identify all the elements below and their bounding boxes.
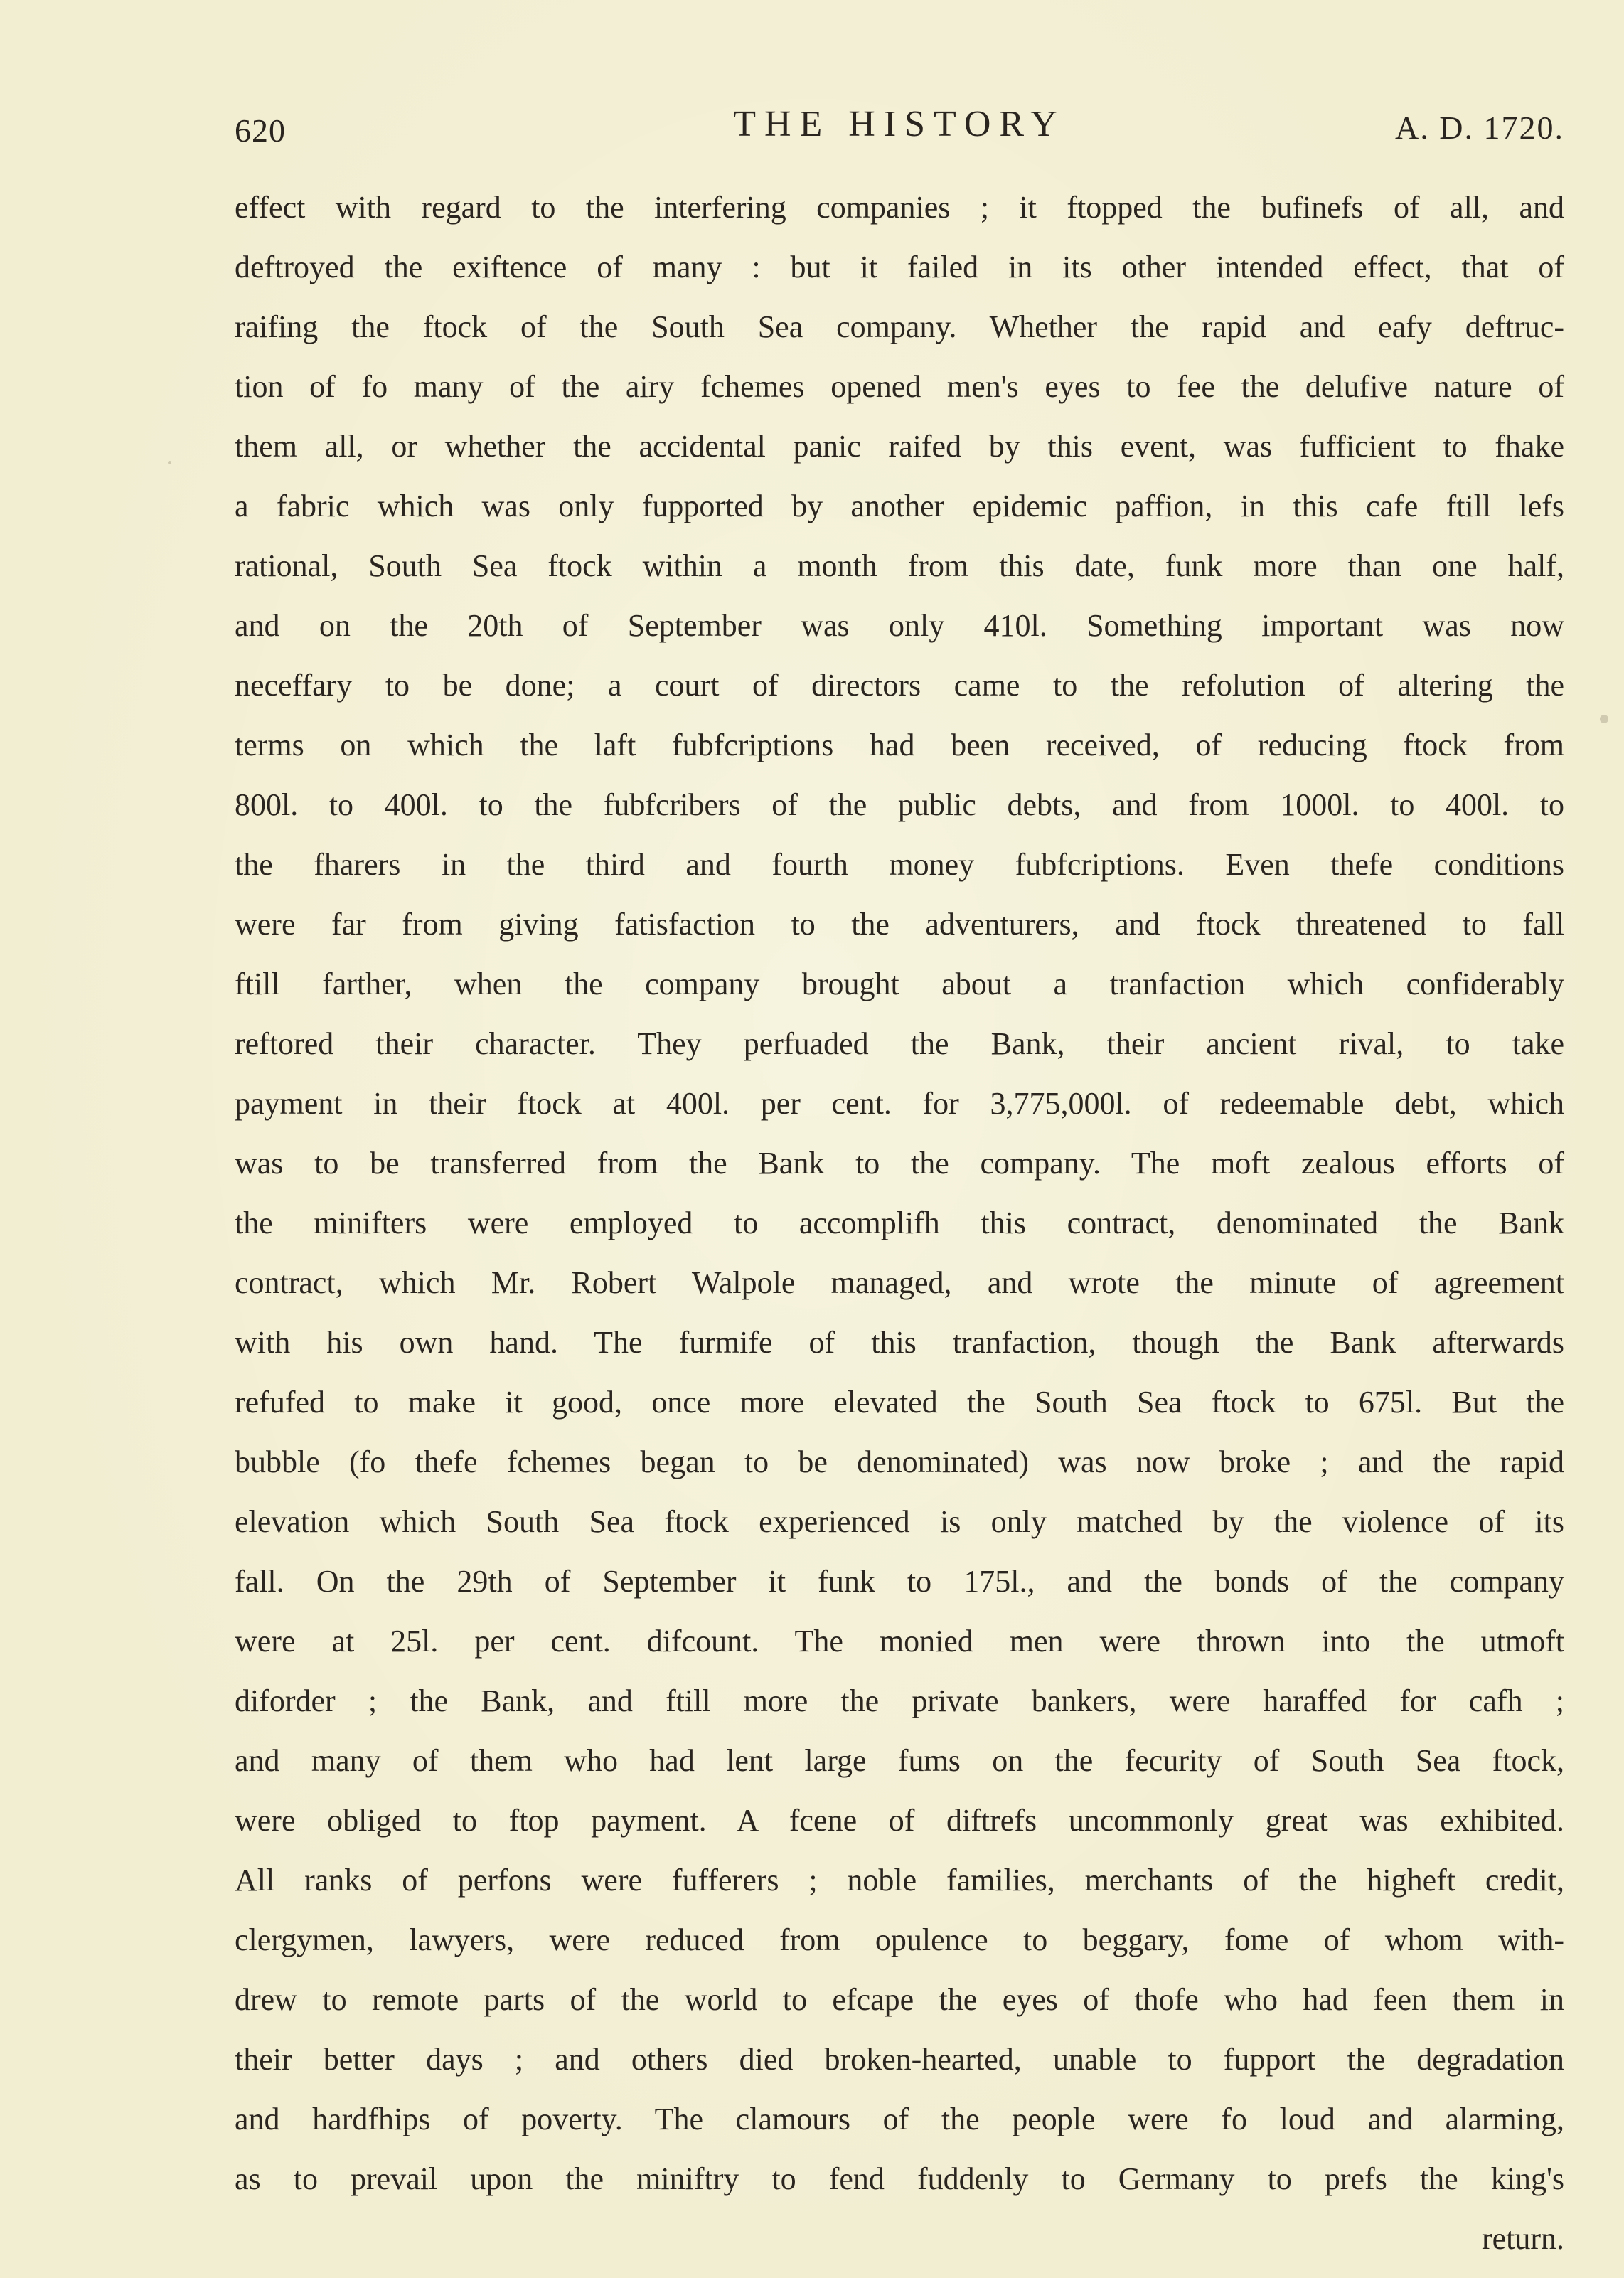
text-line: clergymen, lawyers, were reduced from opulence to beggary, fome of whom with- <box>235 1922 1564 1957</box>
text-line: drew to remote parts of the world to efcape the eyes of thofe who had feen them in <box>235 1982 1564 2017</box>
running-head <box>235 103 1564 160</box>
text-line: were obliged to ftop payment. A fcene of diftrefs uncommonly great was exhibited. <box>235 1803 1564 1838</box>
text-line: were far from giving fatisfaction to the adventurers, and ftock threatened to fall <box>235 907 1564 942</box>
text-line: elevation which South Sea ftock experienced is only matched by the violence of its <box>235 1504 1564 1539</box>
text-line: with his own hand. The furmife of this tranfaction, though the Bank afterwards <box>235 1325 1564 1360</box>
text-line: and hardfhips of poverty. The clamours of the people were fo loud and alarming, <box>235 2102 1564 2136</box>
text-line: their better days ; and others died broken-hearted, unable to fupport the degradation <box>235 2042 1564 2077</box>
text-line: contract, which Mr. Robert Walpole managed, and wrote the minute of agreement <box>235 1265 1564 1300</box>
text-line: the fharers in the third and fourth money fubfcriptions. Even thefe conditions <box>235 847 1564 882</box>
catchword: return. <box>1481 2221 1564 2256</box>
paper-speck <box>1600 715 1608 723</box>
text-line: and many of them who had lent large fums on the fecurity of South Sea ftock, <box>235 1743 1564 1778</box>
text-line: a fabric which was only fupported by another epidemic paffion, in this cafe ftill lefs <box>235 489 1564 523</box>
text-line: was to be transferred from the Bank to the company. The moft zealous efforts of <box>235 1146 1564 1181</box>
text-line: All ranks of perfons were fufferers ; noble families, merchants of the higheft credit, <box>235 1863 1564 1898</box>
text-line: deftroyed the exiftence of many : but it failed in its other intended effect, that of <box>235 250 1564 284</box>
text-line: and on the 20th of September was only 410l. Something important was now <box>235 608 1564 643</box>
text-line: reftored their character. They perfuaded the Bank, their ancient rival, to take <box>235 1026 1564 1061</box>
text-line: ftill farther, when the company brought about a tranfaction which confiderably <box>235 967 1564 1001</box>
text-line: refufed to make it good, once more elevated the South Sea ftock to 675l. But the <box>235 1385 1564 1420</box>
running-title: THE HISTORY <box>733 104 1066 144</box>
body-text <box>235 178 1564 2269</box>
text-line: terms on which the laft fubfcriptions had been received, of reducing ftock from <box>235 728 1564 762</box>
page-number: 620 <box>235 112 286 149</box>
text-line: effect with regard to the interfering companies ; it ftopped the bufinefs of all, and <box>235 190 1564 225</box>
text-line: neceffary to be done; a court of directors came to the refolution of altering the <box>235 668 1564 703</box>
text-line: them all, or whether the accidental panic raifed by this event, was fufficient to fhake <box>235 429 1564 464</box>
paper-speck <box>168 461 171 464</box>
text-line: diforder ; the Bank, and ftill more the private bankers, were haraffed for cafh ; <box>235 1683 1564 1718</box>
text-line: payment in their ftock at 400l. per cent. for 3,775,000l. of redeemable debt, which <box>235 1086 1564 1121</box>
text-line: bubble (fo thefe fchemes began to be denominated) was now broke ; and the rapid <box>235 1444 1564 1479</box>
text-line: 800l. to 400l. to the fubfcribers of the public debts, and from 1000l. to 400l. to <box>235 787 1564 822</box>
text-line: as to prevail upon the miniftry to fend fuddenly to Germany to prefs the king's <box>235 2161 1564 2196</box>
text-line: fall. On the 29th of September it funk to 175l., and the bonds of the company <box>235 1564 1564 1599</box>
text-line: the minifters were employed to accomplifh this contract, denominated the Bank <box>235 1205 1564 1240</box>
date-reference: A. D. 1720. <box>1395 110 1564 146</box>
text-line: rational, South Sea ftock within a month from this date, funk more than one half, <box>235 548 1564 583</box>
text-line: were at 25l. per cent. difcount. The monied men were thrown into the utmoft <box>235 1624 1564 1659</box>
text-line: tion of fo many of the airy fchemes opened men's eyes to fee the delufive nature of <box>235 369 1564 404</box>
text-line: raifing the ftock of the South Sea company. Whether the rapid and eafy deftruc- <box>235 309 1564 344</box>
